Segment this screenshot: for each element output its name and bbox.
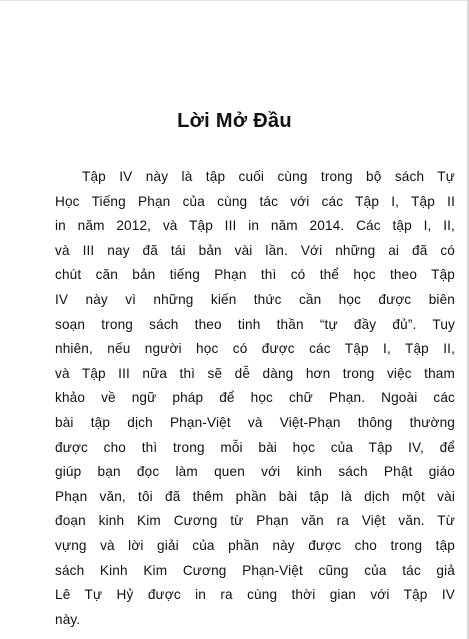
paragraph-line: này. [55,611,81,627]
paragraph-line: chút căn bản tiếng Phạn thì có thể học theo Tập [55,267,455,283]
paragraph-line: in năm 2012, và Tập III in năm 2014. Các tập I, II, [55,218,455,234]
paragraph-line: sách Kinh Kim Cương Phạn-Việt cũng của tác giả [55,562,455,578]
page-title: Lời Mở Đầu [177,110,292,132]
paragraph-line: Lê Tự Hỷ được in ra cùng thời gian với Tập IV [55,587,455,603]
paragraph-line: soạn trong sách theo tinh thần “tự đầy đủ”. Tuy [55,316,455,332]
paragraph-line: và III nay đã tái bản vài lần. Với những ai đã có [55,242,455,258]
paragraph-line: nhiên, nếu người học có được các Tập I, Tập II, [55,341,455,357]
paragraph-line: giúp bạn đọc làm quen với kinh sách Phật giáo [55,464,455,480]
paragraph-line: khảo về ngữ pháp để học chữ Phạn. Ngoài các [55,390,455,406]
paragraph-line: bài tập dịch Phạn-Việt và Việt-Phạn thông thường [55,414,455,430]
paragraph-line: vựng và lời giải của phần này được cho trong tập [55,537,455,553]
paragraph-line: được cho thì trong mỗi bài học của Tập IV, để [55,439,455,455]
paragraph-line: và Tập III nữa thì sẽ dễ dàng hơn trong việc tham [55,365,455,381]
body-paragraph [55,165,455,632]
paragraph-line: Học Tiếng Phạn của cùng tác với các Tập I, Tập II [55,193,455,209]
paragraph-line: đoạn kinh Kim Cương từ Phạn văn ra Việt văn. Từ [55,513,455,529]
paragraph-line: Phạn văn, tôi đã thêm phần bài tập là dịch một vài [55,488,455,504]
paragraph-line: Tập IV này là tập cuối cùng trong bộ sách Tự [82,169,455,184]
page-top-edge [0,0,469,1]
paragraph-line: IV này vì những kiến thức cần học được biên [55,291,455,307]
